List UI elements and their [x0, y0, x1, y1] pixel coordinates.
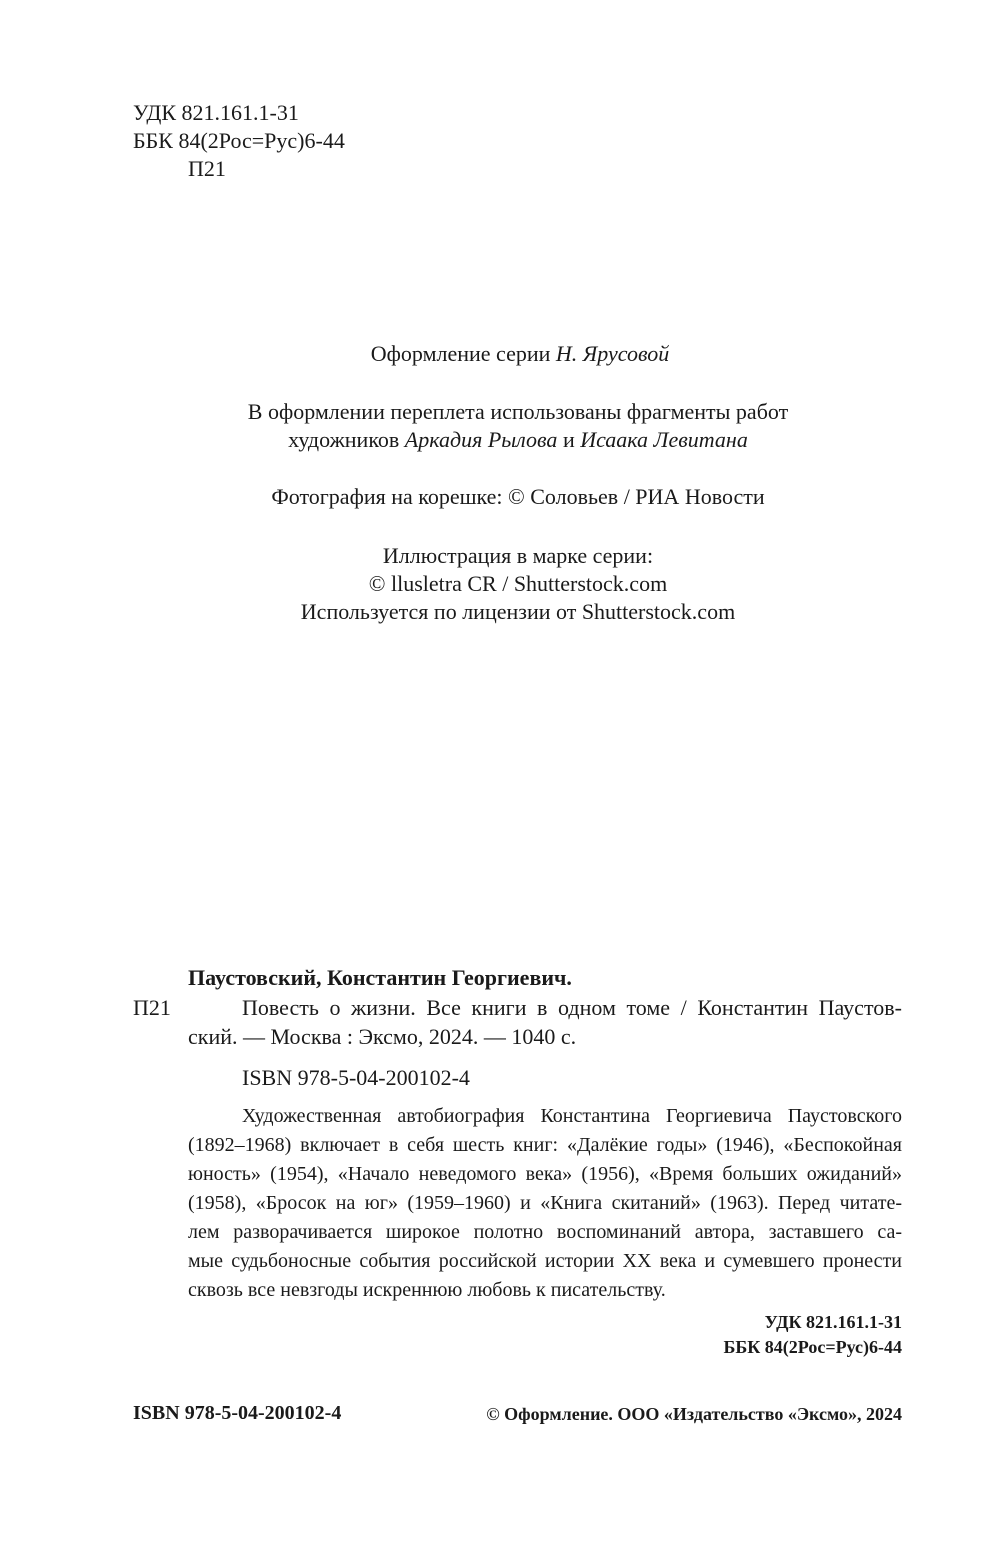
header-author-mark: П21: [188, 156, 226, 181]
series-designer-name: Н. Ярусовой: [555, 341, 670, 366]
footer-isbn: ISBN 978-5-04-200102-4: [133, 1402, 342, 1424]
catalog-title-line1: Повесть о жизни. Все книги в одном томе / Константин Паустов-: [242, 995, 902, 1020]
annotation-line: (1892–1968) включает в себя шесть книг: «Далёкие годы» (1946), «Беспокойная: [188, 1134, 902, 1156]
header-udk: УДК 821.161.1-31: [133, 100, 299, 125]
catalog-author-heading: Паустовский, Константин Георгиевич.: [188, 965, 572, 990]
spine-photo-credit: Фотография на корешке: © Соловьев / РИА Новости: [271, 484, 765, 509]
annotation-line: лем разворачивается широкое полотно воспоминаний автора, заставшего са-: [188, 1221, 902, 1243]
illustration-credit-line3: Используется по лицензии от Shutterstock.com: [300, 599, 736, 624]
binding-credit-line2: [18, 427, 1000, 453]
binding-artist-2: Исаака Левитана: [580, 427, 748, 452]
catalog-mark: П21: [133, 995, 171, 1020]
catalog-udk: УДК 821.161.1-31: [764, 1312, 902, 1332]
annotation-line: сквозь все невзгоды искреннюю любовь к писательству.: [188, 1279, 666, 1301]
annotation-line: Художественная автобиография Константина Георгиевича Паустовского: [242, 1105, 902, 1127]
header-bbk: ББК 84(2Рос=Рус)6-44: [133, 128, 345, 153]
annotation-line: юность» (1954), «Начало неведомого века» (1956), «Время больших ожиданий»: [188, 1163, 902, 1185]
annotation-line: мые судьбоносные события российской истории XX века и сумевшего пронести: [188, 1250, 902, 1272]
binding-prefix: художников: [288, 427, 400, 452]
series-design-credit: [20, 341, 1000, 367]
catalog-title-line2: ский. — Москва : Эксмо, 2024. — 1040 с.: [188, 1024, 577, 1049]
footer-copyright: © Оформление. ООО «Издательство «Эксмо», 2024: [486, 1404, 902, 1424]
catalog-bbk: ББК 84(2Рос=Рус)6-44: [723, 1337, 902, 1357]
illustration-credit-line2: © llusletra CR / Shutterstock.com: [368, 571, 668, 596]
binding-and: и: [562, 427, 575, 452]
binding-credit-line1: В оформлении переплета использованы фрагменты работ: [247, 399, 789, 424]
illustration-credit-line1: Иллюстрация в марке серии:: [382, 543, 654, 568]
catalog-isbn: ISBN 978-5-04-200102-4: [242, 1065, 470, 1090]
annotation-line: (1958), «Бросок на юг» (1959–1960) и «Книга скитаний» (1963). Перед читате-: [188, 1192, 902, 1214]
binding-artist-1: Аркадия Рылова: [404, 427, 558, 452]
series-design-prefix: Оформление серии: [370, 341, 551, 366]
